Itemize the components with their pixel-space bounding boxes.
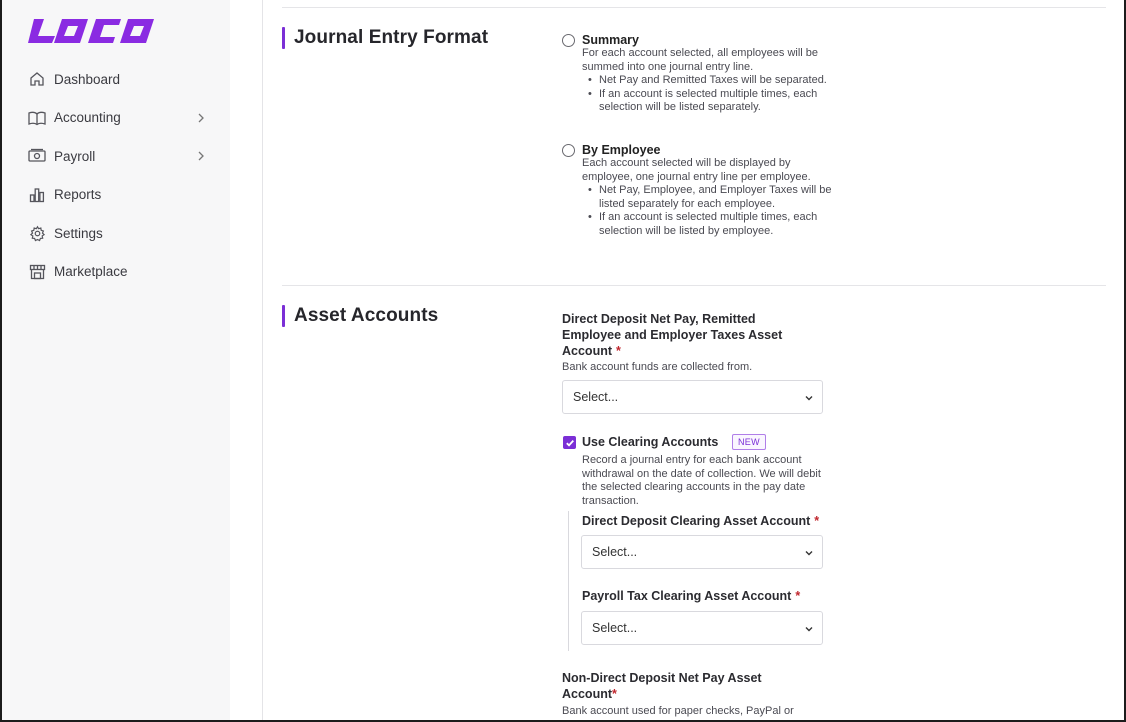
sidebar-item-label: Marketplace — [54, 264, 128, 280]
option-bullet: • Net Pay and Remitted Taxes will be separated. — [582, 74, 832, 88]
required-mark: * — [616, 344, 621, 358]
journal-format-heading — [282, 27, 488, 49]
label-text: Direct Deposit Net Pay, Remitted Employee and Employer Taxes Asset Account — [562, 312, 783, 358]
sidebar-item-label: Accounting — [54, 110, 121, 126]
bar-chart-icon — [28, 186, 46, 204]
option-bullets — [582, 184, 832, 238]
by-employee-radio[interactable] — [562, 144, 575, 157]
option-description — [582, 47, 832, 115]
sidebar-item-payroll[interactable] — [2, 137, 230, 176]
direct-deposit-select[interactable] — [562, 380, 823, 414]
tax-clearing-select[interactable] — [581, 611, 823, 645]
use-clearing-help: Record a journal entry for each bank account withdrawal on the date of collection. We will debit the selected clearing accounts in the pay date transaction. — [582, 454, 821, 507]
chevron-down-icon — [804, 624, 814, 634]
use-clearing-label: Use Clearing Accounts — [582, 435, 719, 449]
direct-deposit-help: Bank account funds are collected from. — [562, 361, 753, 373]
store-icon — [28, 263, 46, 281]
option-bullet: • If an account is selected multiple times, each selection will be listed separately. — [582, 88, 832, 115]
sidebar-item-accounting[interactable] — [2, 99, 230, 138]
option-description — [582, 157, 832, 239]
accent-bar — [282, 305, 285, 327]
option-bullets — [582, 74, 832, 115]
label-text: Direct Deposit Clearing Asset Account — [582, 514, 811, 528]
non-direct-deposit-help: Bank account used for paper checks, PayPal or — [562, 705, 794, 717]
select-value: Select... — [573, 390, 619, 404]
non-direct-deposit-label — [562, 670, 792, 702]
option-bullet: • Net Pay, Employee, and Employer Taxes will be listed separately for each employee. — [582, 184, 832, 211]
use-clearing-checkbox[interactable] — [563, 436, 576, 449]
dd-clearing-select[interactable] — [581, 535, 823, 569]
radio-option-summary — [562, 33, 832, 115]
select-value: Select... — [592, 545, 638, 559]
direct-deposit-label — [562, 311, 807, 359]
section-title: Asset Accounts — [294, 305, 439, 326]
sidebar-item-reports[interactable] — [2, 176, 230, 215]
nested-indent-line — [568, 511, 569, 651]
label-text: Payroll Tax Clearing Asset Account — [582, 589, 792, 603]
option-title: By Employee — [582, 143, 661, 157]
radio-option-by-employee — [562, 143, 832, 239]
select-value: Select... — [592, 621, 638, 635]
sidebar-item-settings[interactable] — [2, 214, 230, 253]
chevron-down-icon — [804, 393, 814, 403]
sidebar-item-label: Payroll — [54, 148, 96, 164]
section-title: Journal Entry Format — [294, 27, 489, 48]
sidebar-nav — [2, 60, 230, 291]
option-desc-text: Each account selected will be displayed by employee, one journal entry line per employee. — [582, 157, 811, 183]
required-mark: * — [612, 687, 617, 701]
summary-radio[interactable] — [562, 34, 575, 47]
required-mark: * — [814, 514, 820, 528]
asset-accounts-heading — [282, 305, 438, 327]
main-content — [263, 0, 1126, 722]
chevron-down-icon — [804, 548, 814, 558]
accent-bar — [282, 27, 285, 49]
label-text: Non-Direct Deposit Net Pay Asset Account — [562, 671, 762, 701]
option-title: Summary — [582, 33, 639, 47]
sidebar-item-label: Dashboard — [54, 71, 121, 87]
sidebar-item-label: Reports — [54, 187, 102, 203]
chevron-right-icon — [194, 111, 208, 125]
option-bullet: • If an account is selected multiple times, each selection will be listed by employee. — [582, 211, 832, 238]
sidebar-item-marketplace[interactable] — [2, 253, 230, 292]
sidebar-item-dashboard[interactable] — [2, 60, 230, 99]
dd-clearing-label — [582, 513, 819, 529]
brand-logo[interactable] — [28, 17, 160, 45]
chevron-right-icon — [194, 149, 208, 163]
checkmark-icon — [565, 438, 575, 448]
sidebar — [2, 0, 230, 722]
sidebar-item-label: Settings — [54, 225, 103, 241]
gear-icon — [28, 224, 46, 242]
required-mark: * — [795, 589, 801, 603]
section-divider — [282, 7, 1106, 8]
option-desc-text: For each account selected, all employees will be summed into one journal entry line. — [582, 47, 819, 73]
book-icon — [28, 109, 46, 127]
new-badge: NEW — [732, 434, 766, 450]
section-divider — [282, 285, 1106, 286]
tax-clearing-label — [582, 588, 800, 604]
home-icon — [28, 70, 46, 88]
money-icon — [28, 147, 46, 165]
